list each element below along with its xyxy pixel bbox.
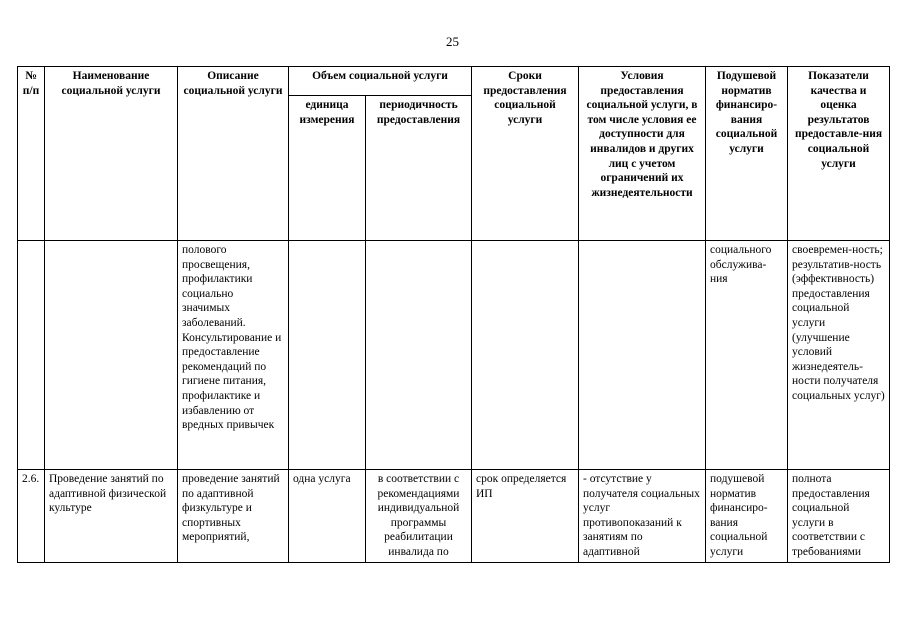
table-row <box>18 470 890 563</box>
cell-periodicity: в соответствии с рекомендациями индивидуальной программы реабилитации инвалида по <box>366 470 472 563</box>
cell-terms: срок определяется ИП <box>472 470 579 563</box>
cell-indicators: полнота предоставления социальной услуги в соответствии с требованиями <box>788 470 890 563</box>
header-volume: Объем социальной услуги <box>289 67 472 96</box>
header-description: Описание социальной услуги <box>178 67 289 241</box>
cell-norm: социального обслужива-ния <box>706 241 788 470</box>
cell-num <box>18 241 45 470</box>
cell-periodicity <box>366 241 472 470</box>
cell-indicators: своевремен-ность; результатив-ность (эффективность) предоставления социальной услуги (улучшение условий жизнедеятель-ности получателя социальных услуг) <box>788 241 890 470</box>
services-table <box>17 66 890 563</box>
cell-description: полового просвещения, профилактики социально значимых заболеваний. Консультирование и предоставление рекомендаций по гигиене питания, профилактике и избавлению от вредных привычек <box>178 241 289 470</box>
cell-name: Проведение занятий по адаптивной физической культуре <box>45 470 178 563</box>
header-norm: Подушевой норматив финансиро-вания социальной услуги <box>706 67 788 241</box>
cell-conditions <box>579 241 706 470</box>
header-volume-unit: единица измерения <box>289 96 366 241</box>
cell-unit <box>289 241 366 470</box>
header-num: № п/п <box>18 67 45 241</box>
header-conditions: Условия предоставления социальной услуги, в том числе условия ее доступности для инвалидов и других лиц с учетом ограничений их жизнедеятельности <box>579 67 706 241</box>
header-row-1 <box>18 67 890 96</box>
page-number: 25 <box>446 34 459 49</box>
cell-unit: одна услуга <box>289 470 366 563</box>
header-name: Наименование социальной услуги <box>45 67 178 241</box>
cell-terms <box>472 241 579 470</box>
header-volume-periodicity: периодичность предоставления <box>366 96 472 241</box>
header-terms: Сроки предоставления социальной услуги <box>472 67 579 241</box>
cell-norm: подушевой норматив финансиро-вания социальной услуги <box>706 470 788 563</box>
cell-conditions: - отсутствие у получателя социальных услуг противопоказаний к занятиям по адаптивной <box>579 470 706 563</box>
cell-description: проведение занятий по адаптивной физкультуре и спортивных мероприятий, <box>178 470 289 563</box>
cell-name <box>45 241 178 470</box>
cell-num: 2.6. <box>18 470 45 563</box>
table-row <box>18 241 890 470</box>
header-indicators: Показатели качества и оценка результатов предоставле-ния социальной услуги <box>788 67 890 241</box>
